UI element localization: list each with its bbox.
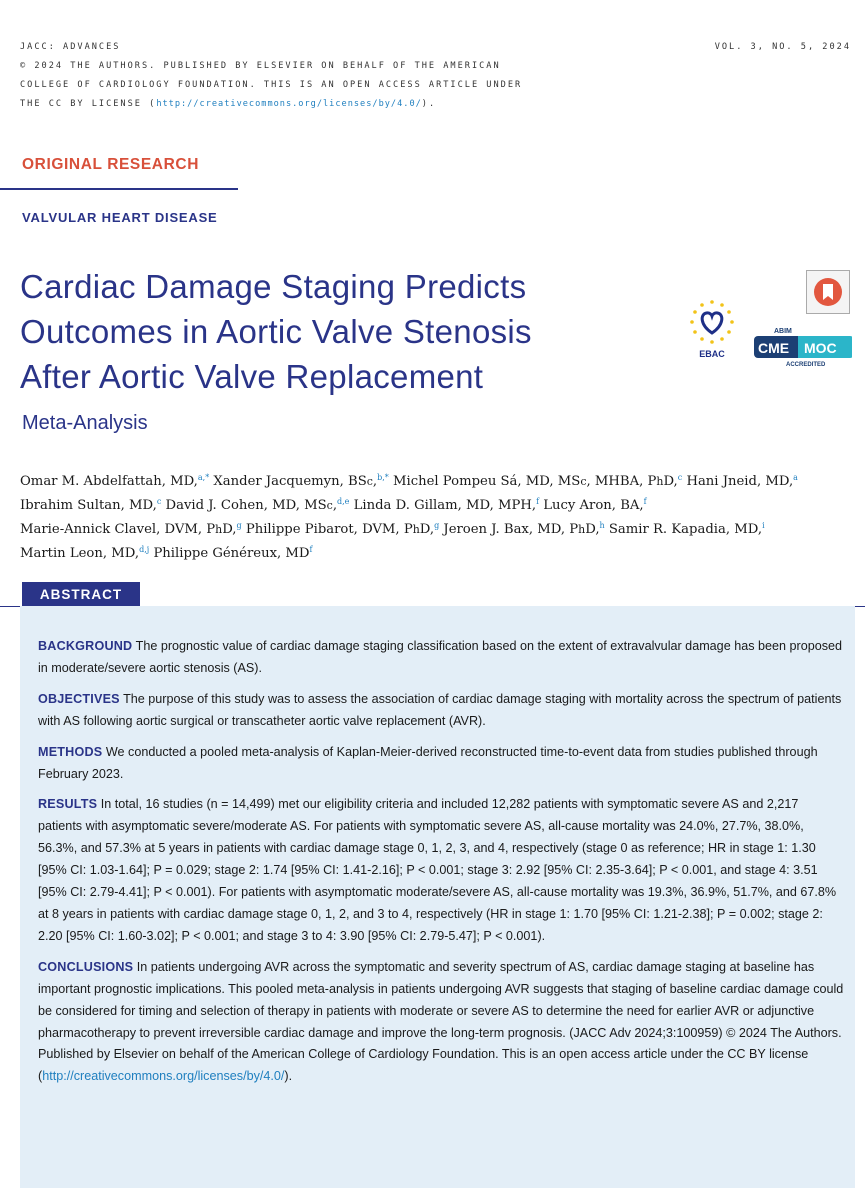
- author-name: Philippe Généreux,: [153, 546, 286, 561]
- author-name: Michel Pompeu Sá,: [392, 474, 526, 489]
- author-name: Ibrahim Sultan,: [20, 498, 130, 513]
- cme-label: CME: [758, 340, 790, 356]
- author-degree: BA,: [620, 498, 644, 513]
- author-degree: DVM, PhD,: [362, 522, 435, 537]
- author-name: Xander Jacquemyn,: [213, 474, 348, 489]
- author-line: [20, 494, 855, 518]
- author-degree: BSc,: [348, 474, 378, 489]
- license-suffix: ).: [421, 99, 437, 109]
- ebac-badge: [688, 298, 736, 364]
- author-affiliation: i: [762, 521, 765, 530]
- ebac-label: EBAC: [699, 349, 725, 359]
- abstract-results: [38, 794, 844, 947]
- author-affiliation: d,e: [337, 497, 350, 506]
- author-degree: MD,: [765, 474, 794, 489]
- title-line: Outcomes in Aortic Valve Stenosis: [20, 313, 532, 350]
- abstract-body: [38, 636, 844, 1097]
- author-affiliation: h: [599, 521, 605, 530]
- author-name: Martin Leon,: [20, 546, 112, 561]
- topic-label: VALVULAR HEART DISEASE: [22, 210, 218, 225]
- background-text: The prognostic value of cardiac damage staging classification based on the extent of extravalvular damage has been proposed in moderate/severe aortic stenosis (AS).: [38, 639, 843, 675]
- volume-info: VOL. 3, NO. 5, 2024: [714, 42, 851, 52]
- author-name: David J. Cohen,: [165, 498, 273, 513]
- cme-moc-badge: [752, 324, 852, 368]
- license-prefix: THE CC BY LICENSE (: [20, 99, 157, 109]
- author-affiliation: c: [677, 473, 683, 482]
- author-name: Linda D. Gillam,: [353, 498, 467, 513]
- copyright-line-2: COLLEGE OF CARDIOLOGY FOUNDATION. THIS IS AN OPEN ACCESS ARTICLE UNDER: [20, 80, 523, 90]
- author-name: Hani Jneid,: [686, 474, 766, 489]
- abstract-methods: [38, 742, 844, 786]
- author-affiliation: f: [536, 497, 540, 506]
- article-subtitle: Meta-Analysis: [22, 412, 148, 434]
- author-affiliation: f: [643, 497, 647, 506]
- author-affiliation: a: [793, 473, 798, 482]
- author-list: [20, 470, 855, 566]
- section-label: ORIGINAL RESEARCH: [22, 156, 199, 173]
- conclusions-heading: CONCLUSIONS: [38, 959, 134, 974]
- author-line: [20, 518, 855, 542]
- results-text: In total, 16 studies (n = 14,499) met our eligibility criteria and included 12,282 patients with symptomatic severe AS and 2,217 patients with asymptomatic severe/moderate AS. For patients with symptomatic severe AS, all-cause mortality was 24.0%, 27.7%, 38.0%, 56.3%, and 57.3% at 5 years in patients with cardiac damage stage 0, 1, 2, 3, and 4, respectively (stage 0 as reference; HR in stage 1: 1.30 [95% CI: 1.03-1.64]; P = 0.029; stage 2: 1.74 [95% CI: 1.41-2.16]; P < 0.001; stage 3: 2.92 [95% CI: 2.35-3.64]; P < 0.001, and stage 4: 3.51 [95% CI: 2.79-4.41]; P < 0.001). For patients with asymptomatic moderate/severe AS, all-cause mortality was 19.3%, 36.9%, 51.7%, and 67.8% at 8 years in patients with cardiac damage stage 0, 1, 2, and 3 to 4, respectively (HR in stage 1: 1.70 [95% CI: 1.21-2.38]; P = 0.002; stage 2: 2.20 [95% CI: 1.60-3.02]; P < 0.001; and stage 3 to 4: 3.90 [95% CI: 2.79-5.47]; P < 0.001).: [38, 797, 837, 943]
- license-line: [20, 95, 620, 114]
- title-line: After Aortic Valve Replacement: [20, 358, 484, 395]
- author-line: [20, 470, 855, 494]
- author-name: Marie-Annick Clavel,: [20, 522, 165, 537]
- abstract-conclusions: [38, 957, 844, 1088]
- journal-name: JACC: ADVANCES: [20, 42, 121, 52]
- author-degree: MD: [285, 546, 310, 561]
- background-heading: BACKGROUND: [38, 639, 133, 653]
- bookmark-icon[interactable]: [806, 270, 850, 314]
- author-name: Samir R. Kapadia,: [608, 522, 735, 537]
- author-affiliation: a,*: [197, 473, 210, 482]
- author-degree: MD,: [170, 474, 198, 489]
- license-link[interactable]: http://creativecommons.org/licenses/by/4.0/: [156, 99, 422, 109]
- abstract-objectives: [38, 689, 844, 733]
- author-affiliation: b,*: [377, 473, 389, 482]
- heart-stars-icon: [688, 298, 736, 346]
- abim-label: ABIM: [774, 328, 792, 335]
- author-affiliation: d,j: [139, 545, 150, 554]
- author-affiliation: g: [434, 521, 440, 530]
- author-degree: MD,: [111, 546, 140, 561]
- author-affiliation: f: [309, 545, 313, 554]
- methods-text: We conducted a pooled meta-analysis of Kaplan-Meier-derived reconstructed time-to-event data from studies published through February 2023.: [38, 744, 818, 781]
- results-heading: RESULTS: [38, 797, 98, 812]
- license-link[interactable]: http://creativecommons.org/licenses/by/4.0/: [42, 1069, 285, 1084]
- author-degree: MD, MSc,: [272, 498, 338, 513]
- author-degree: DVM, PhD,: [164, 522, 237, 537]
- author-affiliation: g: [236, 521, 242, 530]
- author-degree: MD, MPH,: [466, 498, 537, 513]
- copyright-line: © 2024 THE AUTHORS. PUBLISHED BY ELSEVIER ON BEHALF OF THE AMERICAN: [20, 61, 501, 71]
- accredited-label: ACCREDITED: [786, 362, 826, 368]
- journal-header: [20, 38, 620, 114]
- conclusions-text: In patients undergoing AVR across the symptomatic and severity spectrum of AS, cardiac damage staging at baseline has important prognostic implications. This pooled meta-analysis in patients undergoing AVR suggests that staging of baseline cardiac damage could be considered for timing and selection of therapy in patients with moderate or severe AS to determine the need for earlier AVR or adjunctive pharmacotherapy to prevent irreversible cardiac damage and improve the long-term prognosis. (JACC Adv 2024;3:100959) © 2024 The Authors. Published by Elsevier on behalf of the American College of Cardiology Foundation. This is an open access article under the CC BY license (: [38, 959, 844, 1084]
- article-title: [20, 264, 680, 399]
- author-degree: MD,: [734, 522, 763, 537]
- title-line: Cardiac Damage Staging Predicts: [20, 268, 527, 305]
- author-line: [20, 542, 855, 566]
- moc-label: MOC: [804, 340, 837, 356]
- methods-heading: METHODS: [38, 744, 103, 759]
- author-degree: MD, PhD,: [537, 522, 600, 537]
- section-divider: [0, 188, 238, 190]
- author-degree: MD, MSc, MHBA, PhD,: [525, 474, 678, 489]
- author-name: Jeroen J. Bax,: [443, 522, 538, 537]
- author-affiliation: c: [156, 497, 162, 506]
- author-name: Lucy Aron,: [543, 498, 621, 513]
- abstract-background: [38, 636, 844, 680]
- abstract-tab: ABSTRACT: [22, 582, 140, 606]
- objectives-text: The purpose of this study was to assess the association of cardiac damage staging with mortality across the spectrum of patients with AS following aortic surgical or transcatheter aortic valve replacement (AVR).: [38, 691, 842, 728]
- license-suffix: ).: [284, 1069, 293, 1084]
- author-name: Omar M. Abdelfattah,: [20, 474, 171, 489]
- author-degree: MD,: [129, 498, 157, 513]
- author-name: Philippe Pibarot,: [245, 522, 363, 537]
- objectives-heading: OBJECTIVES: [38, 691, 120, 706]
